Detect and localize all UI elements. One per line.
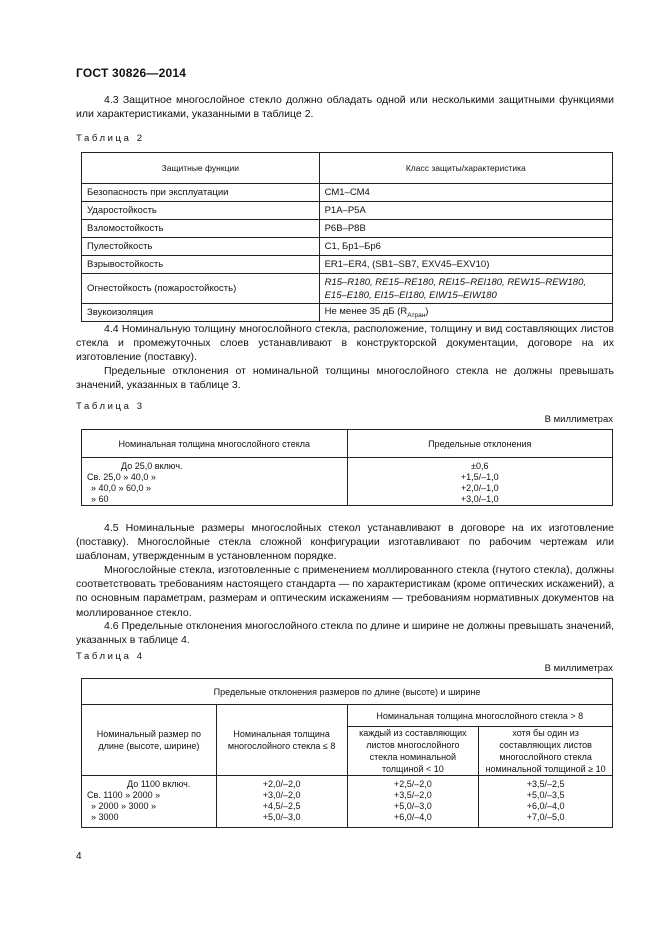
table2-class-cell: С1, Бр1–Бр6 bbox=[319, 238, 612, 256]
table4-units: В миллиметрах bbox=[544, 663, 613, 674]
table3-deviation: +1,5/–1,0 bbox=[460, 472, 499, 482]
paragraph-4-4a: 4.4 Номинальную толщину многослойного стекла, расположение, толщину и вид составляющих листов стекла и промежуточных слоев устанавливают в конструкторской документации, договоре на их изготовление (поставку). bbox=[76, 323, 614, 364]
table4-value: +3,0/–2,0 bbox=[262, 790, 301, 800]
table3-col2-header: Предельные отклонения bbox=[347, 430, 612, 458]
table2-class-cell: ER1–ER4, (SB1–SB7, EXV45–EXV10) bbox=[319, 256, 612, 274]
fire-resistance-line-1: R15–R180, RE15–RE180, REI15–REI180, REW15–REW180, bbox=[324, 276, 586, 288]
table3-deviation: ±0,6 bbox=[471, 461, 489, 471]
table-row bbox=[82, 256, 613, 274]
table3-range: » 40,0 » 60,0 » bbox=[91, 483, 152, 493]
table4-col4-header: хотя бы один из составляющих листов многослойного стекла номинальной толщиной ≥ 10 bbox=[479, 727, 613, 776]
table4-value: +4,5/–2,5 bbox=[262, 801, 301, 811]
sound-insulation-close: ) bbox=[425, 306, 429, 318]
table3-range: Св. 25,0 » 40,0 » bbox=[87, 472, 156, 482]
table4-col3-cell bbox=[347, 776, 479, 828]
table-row bbox=[82, 274, 613, 304]
table4-col4-cell bbox=[479, 776, 613, 828]
sound-insulation-subscript: Атран bbox=[407, 311, 426, 319]
table-row bbox=[82, 184, 613, 202]
table2-func-cell: Взрывостойкость bbox=[82, 256, 320, 274]
table4-caption: Таблица 4 bbox=[76, 651, 145, 662]
table-row bbox=[82, 458, 613, 506]
table4-col3-header: каждый из составляющих листов многослойного стекла номинальной толщиной < 10 bbox=[347, 727, 479, 776]
table4-value: +7,0/–5,0 bbox=[526, 812, 565, 822]
table2-class-cell: Р6В–Р8В bbox=[319, 220, 612, 238]
paragraph-4-3: 4.3 Защитное многослойное стекло должно обладать одной или несколькими защитными функциями или характеристиками, указанными в таблице 2. bbox=[76, 94, 614, 121]
table2-func-cell: Безопасность при эксплуатации bbox=[82, 184, 320, 202]
table4-sizes-cell bbox=[82, 776, 217, 828]
table4-value: +6,0/–4,0 bbox=[393, 812, 432, 822]
table4-value: +2,0/–2,0 bbox=[262, 779, 301, 789]
table4-group-header: Номинальная толщина многослойного стекла > 8 bbox=[347, 705, 613, 727]
table2-col2-header: Класс защиты/характеристика bbox=[319, 153, 612, 184]
table2-class-cell: Р1А–Р5А bbox=[319, 202, 612, 220]
paragraph-4-5b: Многослойные стекла, изготовленные с применением моллированного стекла (гнутого стекла), должны соответствовать требованиям настоящего стандарта — по характеристикам (кроме оптических искажений), а по основным параметрам, размерам и оптическим искажениям — требованиям нормативных документов на моллированное стекло. bbox=[76, 564, 614, 619]
table2-caption: Таблица 2 bbox=[76, 133, 145, 144]
table4-col2-header: Номинальная толщина многослойного стекла ≤ 8 bbox=[216, 705, 347, 776]
table4-value: +5,0/–3,0 bbox=[393, 801, 432, 811]
table3-caption: Таблица 3 bbox=[76, 401, 145, 412]
table2-class-cell bbox=[319, 304, 612, 322]
table4-top-header: Предельные отклонения размеров по длине (высоте) и ширине bbox=[82, 679, 613, 705]
table2-col1-header: Защитные функции bbox=[82, 153, 320, 184]
table-4 bbox=[81, 678, 613, 828]
table2-func-cell: Звукоизоляция bbox=[82, 304, 320, 322]
table4-size: Св. 1100 » 2000 » bbox=[87, 790, 161, 800]
table2-func-cell: Пулестойкость bbox=[82, 238, 320, 256]
table2-func-cell: Ударостойкость bbox=[82, 202, 320, 220]
table4-col2-cell bbox=[216, 776, 347, 828]
table2-class-cell bbox=[319, 274, 612, 304]
table-row bbox=[82, 238, 613, 256]
table-row bbox=[82, 776, 613, 828]
table4-value: +3,5/–2,5 bbox=[526, 779, 565, 789]
table3-units: В миллиметрах bbox=[544, 414, 613, 425]
paragraph-4-6: 4.6 Предельные отклонения многослойного стекла по длине и ширине не должны превышать значений, указанных в таблице 4. bbox=[76, 620, 614, 647]
table2-func-cell: Взломостойкость bbox=[82, 220, 320, 238]
page-number: 4 bbox=[76, 851, 82, 862]
sound-insulation-text: Не менее 35 дБ (R bbox=[324, 306, 408, 318]
table4-size: » 2000 » 3000 » bbox=[91, 801, 157, 811]
table4-size: » 3000 bbox=[91, 812, 119, 822]
fire-resistance-line-2: E15–E180, EI15–EI180, EIW15–EIW180 bbox=[324, 289, 497, 301]
table-row bbox=[82, 202, 613, 220]
document-header: ГОСТ 30826—2014 bbox=[76, 66, 187, 80]
table4-value: +5,0/–3,5 bbox=[526, 790, 565, 800]
table4-value: +6,0/–4,0 bbox=[526, 801, 565, 811]
table4-col1-header: Номинальный размер по длине (высоте, ширине) bbox=[82, 705, 217, 776]
table4-size: До 1100 включ. bbox=[127, 779, 191, 789]
table2-func-cell: Огнестойкость (пожаростойкость) bbox=[82, 274, 320, 304]
table4-value: +3,5/–2,0 bbox=[393, 790, 432, 800]
table3-range: » 60 bbox=[91, 494, 109, 504]
table-2 bbox=[81, 152, 613, 322]
table3-range: До 25,0 включ. bbox=[121, 461, 183, 471]
table-row bbox=[82, 220, 613, 238]
paragraph-4-4b: Предельные отклонения от номинальной толщины многослойного стекла не должны превышать значений, указанных в таблице 3. bbox=[76, 365, 614, 392]
table-3 bbox=[81, 429, 613, 506]
table-row bbox=[82, 304, 613, 322]
table3-col1-header: Номинальная толщина многослойного стекла bbox=[82, 430, 348, 458]
table3-deviation-cell bbox=[347, 458, 612, 506]
paragraph-4-5a: 4.5 Номинальные размеры многослойных стекол устанавливают в договоре на их изготовление (поставку). Многослойные стекла сложной конфигурации изготавливают по рабочим чертежам или шаблонам, утвержденным в установленном порядке. bbox=[76, 522, 614, 563]
table4-value: +5,0/–3,0 bbox=[262, 812, 301, 822]
table3-deviation: +3,0/–1,0 bbox=[460, 494, 499, 504]
table2-class-cell: СМ1–СМ4 bbox=[319, 184, 612, 202]
table4-value: +2,5/–2,0 bbox=[393, 779, 432, 789]
table3-deviation: +2,0/–1,0 bbox=[460, 483, 499, 493]
table3-ranges-cell bbox=[82, 458, 348, 506]
